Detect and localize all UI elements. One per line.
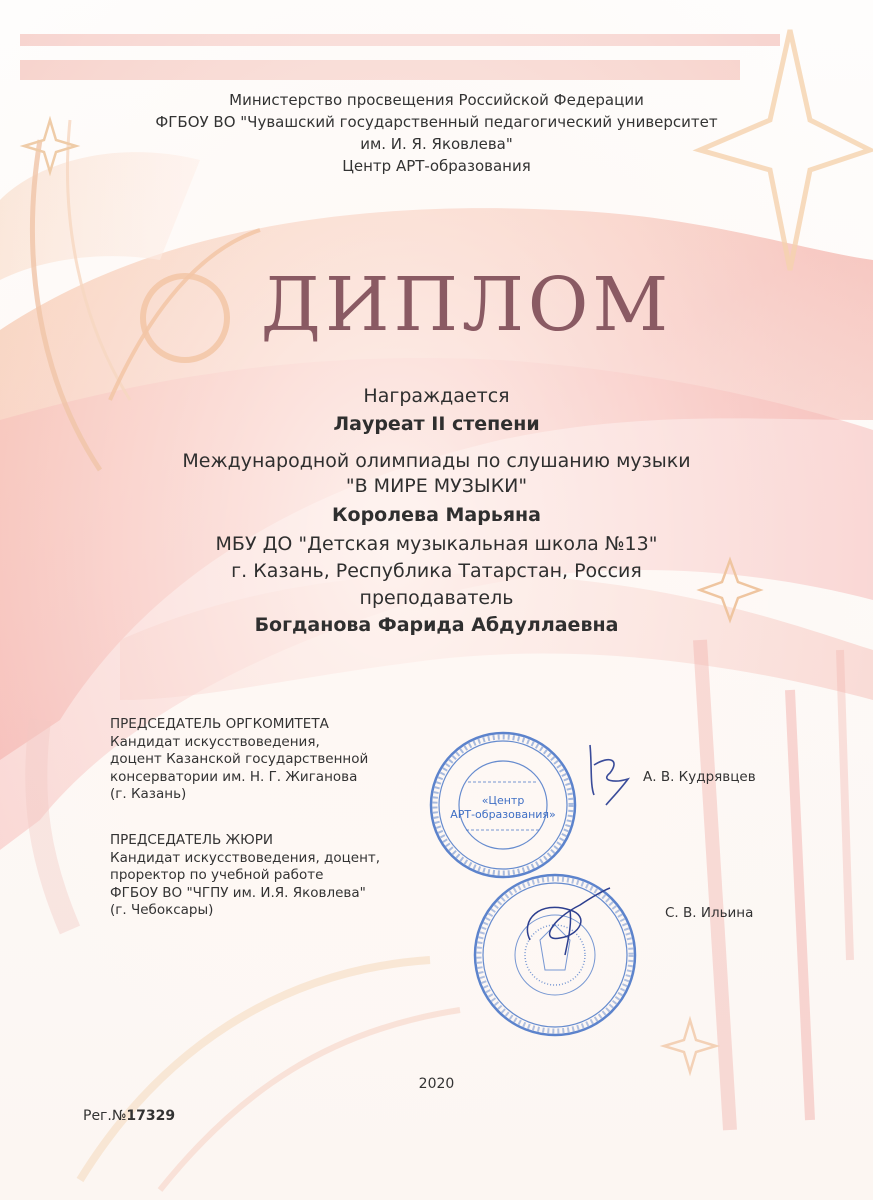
diploma-title: ДИПЛОМ xyxy=(260,262,673,348)
year: 2020 xyxy=(418,1076,455,1092)
signature-1 xyxy=(580,735,640,810)
signatory-title: ПРЕДСЕДАТЕЛЬ ОРГКОМИТЕТА xyxy=(110,716,329,732)
signatory-name: А. В. Кудрявцев xyxy=(643,769,756,785)
signature-2 xyxy=(510,880,620,960)
event-name: Международной олимпиады по слушанию музыки xyxy=(182,450,691,472)
teacher-name: Богданова Фарида Абдуллаевна xyxy=(254,614,619,636)
center-name-line: Центр АРТ-образования xyxy=(342,157,531,175)
signatory-line: проректор по учебной работе xyxy=(110,867,324,883)
awarded-label: Награждается xyxy=(363,385,510,407)
organization-stamp xyxy=(428,730,578,880)
signatory-line: Кандидат искусствоведения, доцент, xyxy=(110,849,381,866)
stamp-text: АРТ-образования» xyxy=(450,808,556,821)
university-name-line: им. И. Я. Яковлева" xyxy=(360,135,513,153)
teacher-label: преподаватель xyxy=(359,587,514,609)
registration-number xyxy=(83,1108,175,1124)
signatory-line: (г. Казань) xyxy=(110,786,187,802)
signatory-name: С. В. Ильина xyxy=(665,905,754,921)
signatory-line: (г. Чебоксары) xyxy=(110,902,214,918)
signatory-line: консерватории им. Н. Г. Жиганова xyxy=(110,768,358,785)
event-title: "В МИРЕ МУЗЫКИ" xyxy=(345,475,528,497)
jury-chair xyxy=(110,832,380,920)
signatory-line: доцент Казанской государственной xyxy=(110,751,369,767)
recipient-name: Королева Марьяна xyxy=(332,504,541,526)
ministry-line: Министерство просвещения Российской Федерации xyxy=(229,91,644,109)
university-line: ФГБОУ ВО "Чувашский государственный педагогический университет xyxy=(155,113,718,131)
signatory-title: ПРЕДСЕДАТЕЛЬ ЖЮРИ xyxy=(110,832,273,848)
organizing-committee-chair xyxy=(110,716,368,804)
location: г. Казань, Республика Татарстан, Россия xyxy=(231,560,642,582)
signatory-line: Кандидат искусствоведения, xyxy=(110,733,320,750)
reg-number: 17329 xyxy=(126,1108,176,1124)
degree: Лауреат II степени xyxy=(333,413,540,435)
signatory-line: ФГБОУ ВО "ЧГПУ им. И.Я. Яковлева" xyxy=(110,884,366,901)
stamp-text: «Центр xyxy=(481,794,525,807)
reg-label: Рег.№ xyxy=(83,1108,127,1124)
institution: МБУ ДО "Детская музыкальная школа №13" xyxy=(215,533,658,555)
